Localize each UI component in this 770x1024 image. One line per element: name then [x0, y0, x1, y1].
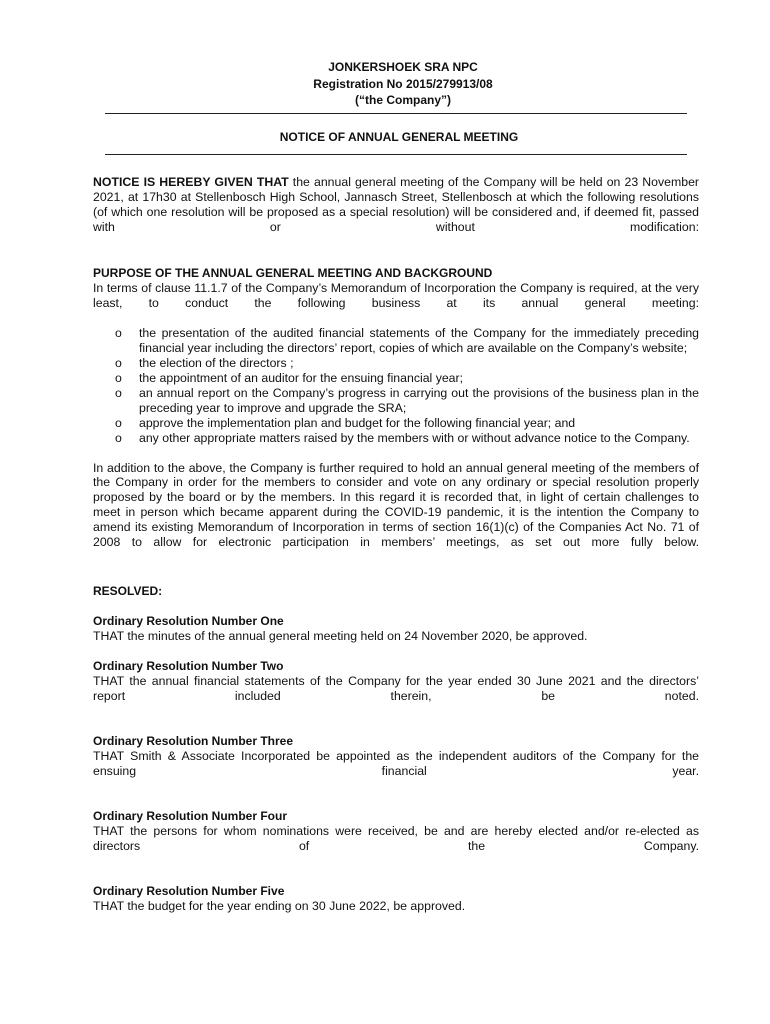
resolution-text: THAT the annual financial statements of the Company for the year ended 30 June 2021 and the directors’ report included therein, be noted. — [93, 673, 699, 703]
list-item — [115, 370, 699, 386]
header-divider-top — [105, 113, 687, 114]
purpose-heading: PURPOSE OF THE ANNUAL GENERAL MEETING AND BACKGROUND — [93, 265, 493, 280]
list-item-text: any other appropriate matters raised by the members with or without advance notice to the Company. — [139, 430, 690, 445]
resolution-block — [93, 809, 699, 869]
list-item-text: an annual report on the Company’s progress in carrying out the provisions of the business plan in the preceding year to improve and upgrade the SRA; — [139, 385, 699, 415]
bullet-marker: o — [115, 430, 122, 445]
resolution-title: Ordinary Resolution Number Three — [93, 733, 294, 748]
resolution-text: THAT the persons for whom nominations were received, be and are hereby elected and/or re-elected as directors of the Company. — [93, 823, 699, 853]
resolution-text: THAT the minutes of the annual general meeting held on 24 November 2020, be approved. — [93, 628, 588, 643]
resolution-block — [93, 659, 699, 719]
purpose-paragraph: In terms of clause 11.1.7 of the Company’s Memorandum of Incorporation the Company is required, at the very least, to conduct the following business at its annual general meeting: — [93, 280, 699, 310]
bullet-marker: o — [115, 355, 122, 370]
bullet-marker: o — [115, 415, 122, 430]
resolution-title: Ordinary Resolution Number Two — [93, 658, 284, 673]
header-divider-bottom — [105, 154, 687, 155]
intro-paragraph — [93, 175, 699, 250]
bullet-marker: o — [115, 370, 122, 385]
resolution-block — [93, 884, 699, 914]
list-item-text: the appointment of an auditor for the ensuing financial year; — [139, 370, 464, 385]
notice-title: NOTICE OF ANNUAL GENERAL MEETING — [279, 129, 519, 144]
company-name: JONKERSHOEK SRA NPC — [328, 60, 478, 74]
bullet-marker: o — [115, 325, 122, 340]
list-item-text: approve the implementation plan and budget for the following financial year; and — [139, 415, 576, 430]
registration-number: Registration No 2015/279913/08 — [313, 76, 493, 91]
resolution-title: Ordinary Resolution Number Five — [93, 883, 285, 898]
resolution-text: THAT the budget for the year ending on 30 June 2022, be approved. — [93, 898, 466, 913]
addition-paragraph: In addition to the above, the Company is further required to hold an annual general meeting of the members of the Company in order for the members to consider and vote on any ordinary or special resolution properly proposed by the board or by the members. In this regard it is recorded that, in light of certain challenges to meet in person which became apparent during the COVID-19 pandemic, it is the intention the Company to amend its existing Memorandum of Incorporation in terms of section 16(1)(c) of the Companies Act No. 71 of 2008 to allow for electronic participation in members’ meetings, as set out more fully below. — [93, 460, 699, 550]
intro-lead: NOTICE IS HEREBY GIVEN THAT — [93, 174, 289, 189]
business-list — [93, 326, 699, 446]
list-item — [115, 385, 699, 416]
resolution-block — [93, 614, 699, 644]
resolution-title: Ordinary Resolution Number Four — [93, 808, 288, 823]
list-item — [115, 430, 699, 446]
company-alias: (“the Company”) — [355, 93, 451, 107]
resolution-title: Ordinary Resolution Number One — [93, 613, 284, 628]
document-header — [93, 59, 699, 109]
resolved-heading: RESOLVED: — [93, 583, 163, 598]
list-item-text: the presentation of the audited financial statements of the Company for the immediately preceding financial year including the directors’ report, copies of which are available on the Company’s website; — [139, 325, 699, 355]
resolution-text: THAT Smith & Associate Incorporated be appointed as the independent auditors of the Company for the ensuing financial year. — [93, 748, 699, 778]
bullet-marker: o — [115, 385, 122, 400]
resolution-block — [93, 734, 699, 794]
list-item — [115, 355, 699, 371]
intro-text: the annual general meeting of the Company will be held on 23 November 2021, at 17h30 at Stellenbosch High School, Jannasch Street, Stellenbosch at which the following resolutions (of which one resolution will be proposed as a special resolution) will be considered and, if deemed fit, passed with or without modification: — [93, 174, 699, 234]
list-item-text: the election of the directors ; — [139, 355, 294, 370]
list-item — [115, 415, 699, 431]
list-item — [115, 325, 699, 356]
